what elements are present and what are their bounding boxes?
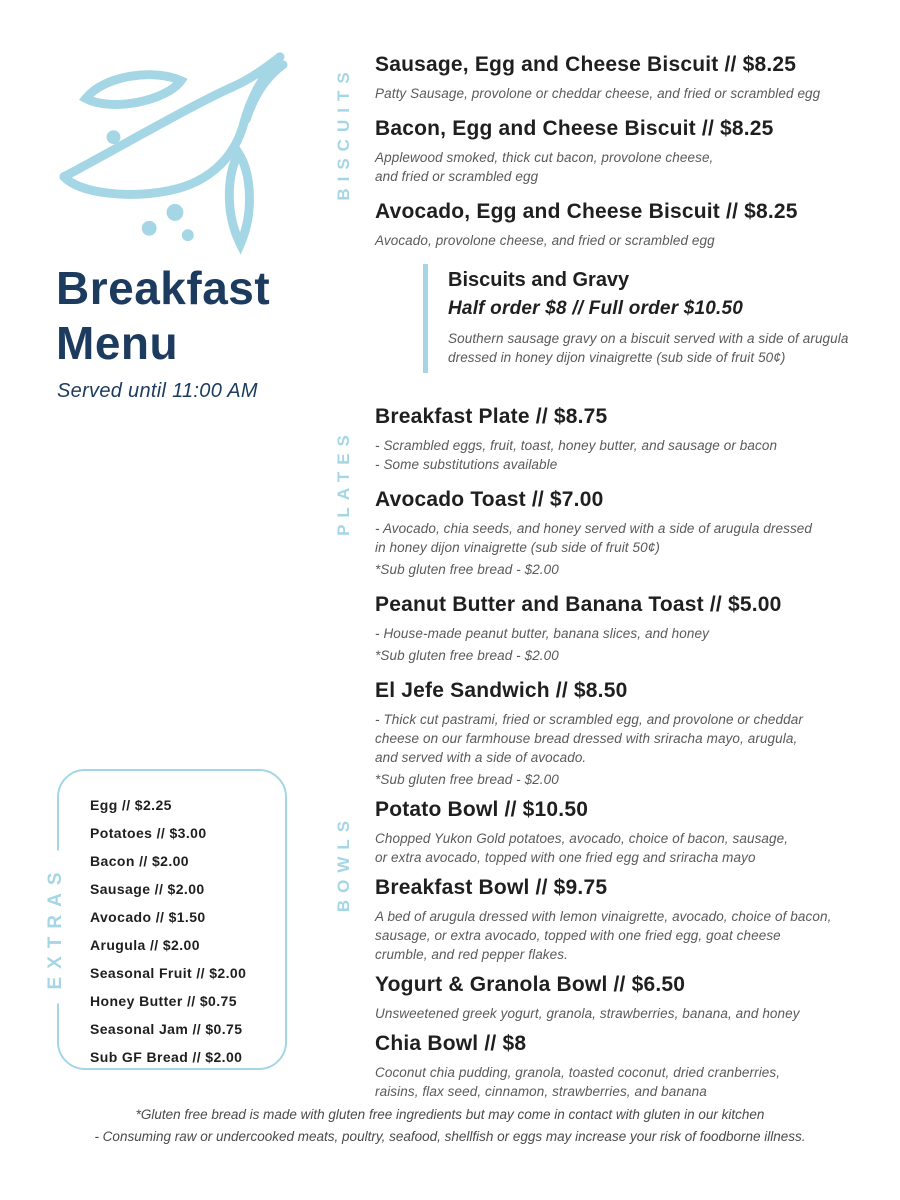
menu-item (375, 972, 895, 1023)
menu-item-title: Peanut Butter and Banana Toast // $5.00 (375, 593, 782, 616)
page-title-line2: Menu (56, 317, 179, 369)
menu-item (375, 487, 895, 579)
menu-item-title: Avocado, Egg and Cheese Biscuit // $8.25 (375, 200, 798, 223)
menu-item (375, 52, 895, 103)
page-title-line1: Breakfast (56, 262, 271, 314)
section-label-extras: EXTRAS (45, 850, 67, 1003)
menu-item-desc-line: sausage, or extra avocado, topped with one fried egg, goat cheese (375, 928, 781, 943)
menu-item-note-line: *Sub gluten free bread - $2.00 (375, 772, 559, 787)
footer-line: - Consuming raw or undercooked meats, poultry, seafood, shellfish or eggs may increase your risk of foodborne illness. (94, 1129, 806, 1144)
menu-item-title: Sausage, Egg and Cheese Biscuit // $8.25 (375, 53, 797, 76)
menu-item-desc-line: and fried or scrambled egg (375, 169, 539, 184)
menu-item-note-line: *Sub gluten free bread - $2.00 (375, 562, 559, 577)
menu-item-desc-line: Applewood smoked, thick cut bacon, provolone cheese, (375, 150, 714, 165)
page-title (56, 261, 270, 371)
section-biscuits (375, 52, 895, 263)
menu-item-desc-line: Coconut chia pudding, granola, toasted coconut, dried cranberries, (375, 1065, 781, 1080)
extras-item: Sub GF Bread // $2.00 (90, 1049, 243, 1065)
menu-item-title: Potato Bowl // $10.50 (375, 798, 589, 821)
menu-item (375, 875, 895, 964)
menu-item-desc-line: Unsweetened greek yogurt, granola, strawberries, banana, and honey (375, 1006, 800, 1021)
menu-item (375, 116, 895, 186)
menu-item-title: El Jefe Sandwich // $8.50 (375, 679, 628, 702)
menu-item-desc-line: - Avocado, chia seeds, and honey served with a side of arugula dressed (375, 521, 813, 536)
extras-item: Arugula // $2.00 (90, 937, 200, 953)
menu-item-desc-line: Chopped Yukon Gold potatoes, avocado, choice of bacon, sausage, (375, 831, 789, 846)
menu-item (375, 199, 895, 250)
callout-price-line: Half order $8 // Full order $10.50 (448, 298, 744, 319)
menu-item-desc-line: - House-made peanut butter, banana slices, and honey (375, 626, 709, 641)
menu-item (375, 1031, 895, 1101)
extras-box (57, 769, 287, 1070)
menu-item-desc-line: and served with a side of avocado. (375, 750, 587, 765)
menu-item-desc-line: Avocado, provolone cheese, and fried or scrambled egg (375, 233, 715, 248)
section-label-bowls: BOWLS (334, 813, 353, 913)
menu-item-desc-line: Patty Sausage, provolone or cheddar cheese, and fried or scrambled egg (375, 86, 821, 101)
menu-item-desc-line: - Thick cut pastrami, fried or scrambled egg, and provolone or cheddar (375, 712, 803, 727)
extras-item: Avocado // $1.50 (90, 909, 206, 925)
callout-desc-line: dressed in honey dijon vinaigrette (sub side of fruit 50¢) (448, 350, 786, 365)
menu-item (375, 797, 895, 867)
extras-item: Potatoes // $3.00 (90, 825, 207, 841)
section-label-biscuits: BISCUITS (334, 65, 353, 201)
menu-item-title: Yogurt & Granola Bowl // $6.50 (375, 973, 686, 996)
menu-item-desc-line: A bed of arugula dressed with lemon vinaigrette, avocado, choice of bacon, (375, 909, 832, 924)
extras-item: Bacon // $2.00 (90, 853, 189, 869)
section-label-plates: PLATES (334, 428, 353, 536)
menu-item (375, 678, 895, 789)
menu-item-title: Bacon, Egg and Cheese Biscuit // $8.25 (375, 117, 774, 140)
callout-desc-line: Southern sausage gravy on a biscuit served with a side of arugula (448, 331, 849, 346)
section-bowls (375, 797, 895, 1109)
menu-item-desc-line: - Scrambled eggs, fruit, toast, honey butter, and sausage or bacon (375, 438, 778, 453)
menu-item-desc-line: or extra avocado, topped with one fried egg and sriracha mayo (375, 850, 756, 865)
menu-item-desc-line: cheese on our farmhouse bread dressed with sriracha mayo, arugula, (375, 731, 798, 746)
menu-item-title: Breakfast Plate // $8.75 (375, 405, 608, 428)
biscuits-and-gravy-callout (423, 264, 893, 373)
extras-item: Seasonal Jam // $0.75 (90, 1021, 243, 1037)
menu-item (375, 404, 895, 474)
menu-item-note-line: *Sub gluten free bread - $2.00 (375, 648, 559, 663)
extras-item: Honey Butter // $0.75 (90, 993, 237, 1009)
menu-item-title: Chia Bowl // $8 (375, 1032, 527, 1055)
footer-line: *Gluten free bread is made with gluten free ingredients but may come in contact with gluten in our kitchen (135, 1107, 765, 1122)
menu-item-desc-line: in honey dijon vinaigrette (sub side of fruit 50¢) (375, 540, 660, 555)
menu-item-title: Avocado Toast // $7.00 (375, 488, 604, 511)
served-until-subtitle: Served until 11:00 AM (57, 380, 258, 402)
footer-disclaimer (0, 1104, 900, 1148)
menu-item-desc-line: - Some substitutions available (375, 457, 558, 472)
menu-item-title: Breakfast Bowl // $9.75 (375, 876, 608, 899)
menu-item (375, 592, 895, 665)
callout-title: Biscuits and Gravy (448, 269, 630, 291)
menu-item-desc-line: crumble, and red pepper flakes. (375, 947, 568, 962)
extras-item: Seasonal Fruit // $2.00 (90, 965, 247, 981)
extras-item: Sausage // $2.00 (90, 881, 205, 897)
menu-item-desc-line: raisins, flax seed, cinnamon, strawberries, and banana (375, 1084, 707, 1099)
section-plates (375, 404, 895, 802)
extras-item: Egg // $2.25 (90, 797, 172, 813)
whale-leaf-logo-icon (50, 42, 288, 260)
